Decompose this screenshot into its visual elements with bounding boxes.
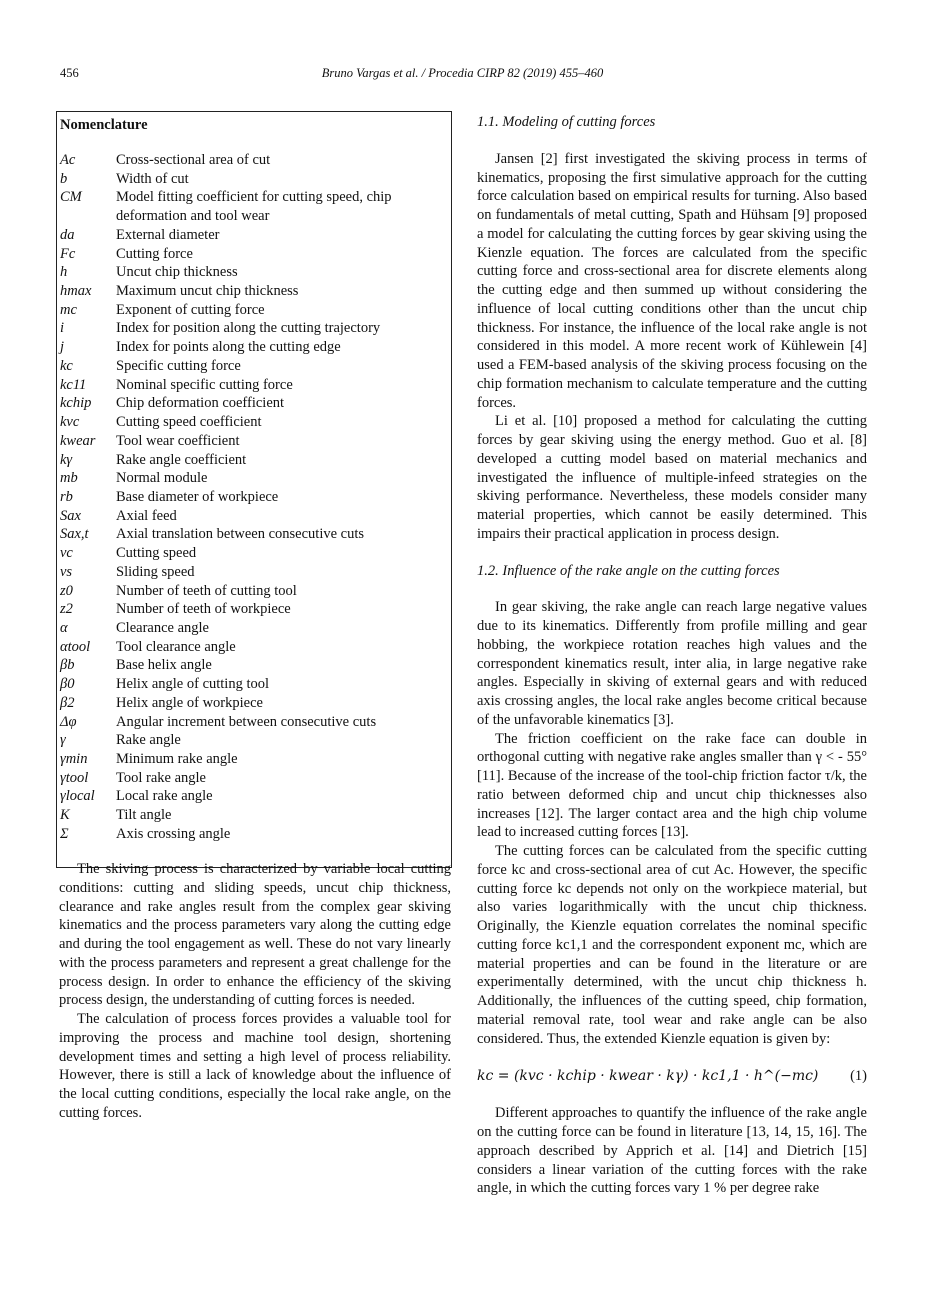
nomenclature-definition: Helix angle of cutting tool	[116, 676, 270, 693]
paragraph: The cutting forces can be calculated from the specific cutting force kc and cross-sectional area of cut Ac. However, the specific cutting force kc depends not only on the workpiece material, but also varies logarithmically with the uncut chip thickness. Originally, the Kienzle equation correlates the nominal specific cutting force kc1,1 and the correspondent exponent mc, which are material properties and can be found in the literature or are experimentally determined, with the uncut chip thickness h. Additionally, the influences of the cutting speed, chip formation, material removal rate, tool wear and rake angle can be also considered. Thus, the extended Kienzle equation is given by:	[477, 843, 867, 1047]
nomenclature-definition: Helix angle of workpiece	[116, 694, 263, 711]
nomenclature-row	[60, 469, 446, 488]
nomenclature-row	[60, 451, 446, 470]
nomenclature-symbol: Sax,t	[60, 526, 89, 543]
nomenclature-definition: Index for points along the cutting edge	[116, 339, 341, 356]
section-heading-1-2: 1.2. Influence of the rake angle on the cutting forces	[477, 562, 780, 579]
nomenclature-definition: Cutting speed coefficient	[116, 414, 262, 431]
nomenclature-definition: Nominal specific cutting force	[116, 376, 293, 393]
nomenclature-definition: Model fitting coefficient for cutting speed, chip deformation and tool wear	[116, 189, 392, 225]
nomenclature-symbol: Ac	[60, 152, 76, 168]
nomenclature-definition: Width of cut	[116, 170, 189, 187]
nomenclature-row	[60, 713, 446, 732]
nomenclature-symbol: Δφ	[60, 713, 77, 730]
nomenclature-row	[60, 488, 446, 507]
paragraph: Li et al. [10] proposed a method for calculating the cutting forces by gear skiving using the energy method. Guo et al. [8] developed a cutting model based on material mechanics and investigated the influence of multiple-infeed strategies on the skiving performance. Nevertheless, these models consider many material properties, which cannot be easily determined. This impairs their practical application in process design.	[477, 413, 867, 542]
nomenclature-symbol: mc	[60, 301, 77, 318]
nomenclature-row	[60, 731, 446, 750]
nomenclature-symbol: CM	[60, 189, 82, 206]
nomenclature-symbol: γlocal	[60, 788, 95, 805]
nomenclature-symbol: kvc	[60, 414, 80, 431]
nomenclature-symbol: b	[60, 170, 68, 187]
nomenclature-title: Nomenclature	[60, 117, 148, 133]
nomenclature-row	[60, 432, 446, 451]
nomenclature-definition: Normal module	[116, 470, 208, 487]
nomenclature-row	[60, 582, 446, 601]
nomenclature-definition: Base helix angle	[116, 657, 212, 674]
page-header	[0, 66, 925, 86]
nomenclature-definition: Tool clearance angle	[116, 638, 236, 655]
nomenclature-definition: Cutting force	[116, 245, 193, 262]
nomenclature-row	[60, 282, 446, 301]
equation-number: (1)	[850, 1067, 867, 1084]
nomenclature-symbol: Σ	[60, 825, 69, 842]
nomenclature-list	[60, 151, 446, 844]
nomenclature-row	[60, 376, 446, 395]
nomenclature-symbol: i	[60, 320, 65, 337]
nomenclature-row	[60, 507, 446, 526]
nomenclature-row	[60, 263, 446, 282]
nomenclature-symbol: Sax	[60, 507, 81, 524]
nomenclature-row	[60, 151, 446, 170]
nomenclature-definition: Cross-sectional area of cut	[116, 152, 271, 168]
nomenclature-symbol: β0	[60, 676, 75, 693]
nomenclature-symbol: kc	[60, 357, 73, 374]
nomenclature-definition: Axial feed	[116, 507, 177, 524]
nomenclature-symbol: γ	[60, 732, 66, 749]
nomenclature-row	[60, 319, 446, 338]
nomenclature-symbol: da	[60, 226, 75, 243]
nomenclature-definition: Axis crossing angle	[116, 825, 231, 842]
nomenclature-symbol: K	[60, 807, 70, 824]
nomenclature-definition: Local rake angle	[116, 788, 213, 805]
paragraph: The friction coefficient on the rake face can double in orthogonal cutting with negative rake angles smaller than γ < - 55° [11]. Because of the increase of the tool-chip friction factor τ/k, the ratio between deformed chip and uncut chip thicknesses also increases [12]. The larger contact area and the high chip volume lead to increased cutting forces [13].	[477, 730, 867, 841]
paragraph: Different approaches to quantify the influence of the rake angle on the cutting force can be found in literature [13, 14, 15, 16]. The approach described by Apprich et al. [14] and Dietrich [15] considers a linear variation of the cutting forces with the rake angle, in which the cutting forces vary 1 % per degree rake	[477, 1105, 867, 1197]
nomenclature-definition: Index for position along the cutting trajectory	[116, 320, 381, 337]
nomenclature-row	[60, 787, 446, 806]
nomenclature-row	[60, 675, 446, 694]
paragraph: The calculation of process forces provides a valuable tool for improving the process and machine tool design, shortening development times and setting a high level of process reliability. However, there is still a lack of knowledge about the influence of the local cutting conditions, especially the local rake angle, on the cutting forces.	[59, 1011, 451, 1121]
nomenclature-row	[60, 525, 446, 544]
nomenclature-definition: Chip deformation coefficient	[116, 395, 285, 412]
nomenclature-definition: Uncut chip thickness	[116, 264, 238, 281]
nomenclature-definition: Tool rake angle	[116, 769, 206, 786]
nomenclature-row	[60, 226, 446, 245]
nomenclature-symbol: αtool	[60, 638, 91, 655]
nomenclature-symbol: rb	[60, 488, 73, 505]
equation-body: kc = (kvc · kchip · kwear · kγ) · kc1,1 · h^(−mc)	[477, 1067, 819, 1084]
nomenclature-symbol: mb	[60, 470, 78, 487]
right-column	[477, 113, 867, 1198]
nomenclature-definition: Number of teeth of cutting tool	[116, 582, 297, 599]
nomenclature-symbol: kwear	[60, 432, 96, 449]
nomenclature-row	[60, 188, 446, 225]
nomenclature-symbol: h	[60, 264, 68, 281]
paragraph: The skiving process is characterized by variable local cutting conditions: cutting and sliding speeds, uncut chip thickness, clearance and rake angles result from the complex gear skiving kinematics and the process parameters vary along the cutting edge and during the tool engagement as well. These do not vary linearly with the process parameters and represent a great challenge for the process design. In order to enhance the efficiency of the skiving process design, the understanding of cutting forces is needed.	[59, 861, 451, 1009]
nomenclature-row	[60, 170, 446, 189]
nomenclature-symbol: kγ	[60, 451, 73, 468]
nomenclature-symbol: z2	[60, 601, 73, 618]
nomenclature-definition: Maximum uncut chip thickness	[116, 283, 299, 300]
nomenclature-definition: Angular increment between consecutive cuts	[116, 713, 377, 730]
nomenclature-row	[60, 619, 446, 638]
nomenclature-row	[60, 338, 446, 357]
nomenclature-symbol: kchip	[60, 395, 92, 412]
nomenclature-row	[60, 638, 446, 657]
left-column-body	[59, 860, 451, 1123]
nomenclature-row	[60, 825, 446, 844]
nomenclature-definition: Sliding speed	[116, 563, 195, 580]
nomenclature-symbol: α	[60, 619, 68, 636]
nomenclature-row	[60, 600, 446, 619]
nomenclature-row	[60, 694, 446, 713]
nomenclature-row	[60, 394, 446, 413]
nomenclature-definition: Exponent of cutting force	[116, 301, 265, 318]
nomenclature-definition: Axial translation between consecutive cuts	[116, 526, 365, 543]
nomenclature-symbol: vc	[60, 545, 73, 562]
nomenclature-row	[60, 544, 446, 563]
nomenclature-definition: Number of teeth of workpiece	[116, 601, 291, 618]
nomenclature-row	[60, 245, 446, 264]
nomenclature-row	[60, 357, 446, 376]
nomenclature-row	[60, 656, 446, 675]
nomenclature-symbol: kc11	[60, 376, 87, 393]
nomenclature-symbol: β2	[60, 694, 75, 711]
nomenclature-row	[60, 563, 446, 582]
nomenclature-row	[60, 301, 446, 320]
nomenclature-definition: Tool wear coefficient	[116, 432, 240, 449]
nomenclature-symbol: γtool	[60, 769, 89, 786]
nomenclature-definition: Rake angle coefficient	[116, 451, 247, 468]
nomenclature-definition: Clearance angle	[116, 619, 209, 636]
nomenclature-symbol: z0	[60, 582, 73, 599]
nomenclature-definition: External diameter	[116, 226, 220, 243]
nomenclature-definition: Cutting speed	[116, 545, 197, 562]
nomenclature-symbol: Fc	[60, 245, 76, 262]
nomenclature-definition: Tilt angle	[116, 807, 172, 824]
nomenclature-definition: Rake angle	[116, 732, 181, 749]
nomenclature-row	[60, 413, 446, 432]
nomenclature-row	[60, 750, 446, 769]
nomenclature-symbol: βb	[60, 657, 75, 674]
page-number: 456	[60, 66, 79, 80]
nomenclature-symbol: γmin	[60, 751, 88, 767]
nomenclature-box	[56, 111, 452, 868]
nomenclature-row	[60, 806, 446, 825]
section-heading-1-1: 1.1. Modeling of cutting forces	[477, 114, 656, 130]
paragraph: Jansen [2] first investigated the skiving process in terms of kinematics, proposing the first simulative approach for the cutting force calculation based on empirical results for turning. Also based on fundamentals of metal cutting, Spath and Hühsam [9] proposed a model for calculating the cutting forces by gear skiving using the Kienzle equation. The forces are calculated from the specific cutting force and cross-sectional area for discrete elements along the cutting edge and then summed up without considering the influence of local cutting conditions other than the uncut chip thickness. For instance, the influence of the local rake angle is not considered in this model. A more recent work of Kühlewein [4] used a FEM-based analysis of the skiving process focusing on the chip formation mechanism to calculate temperature and the cutting forces.	[477, 150, 867, 411]
nomenclature-row	[60, 769, 446, 788]
nomenclature-definition: Minimum rake angle	[116, 751, 238, 767]
paragraph: In gear skiving, the rake angle can reach large negative values due to its kinematics. Differently from profile milling and gear hobbing, the workpiece rotation reaches high values and the correspondent kinematics result, inter alia, in large negative rake angles. Especially in skiving of external gears and with reduced axis crossing angles, the local rake angles become critical because of the unfavorable kinematics [3].	[477, 599, 867, 728]
running-head: Bruno Vargas et al. / Procedia CIRP 82 (2019) 455–460	[321, 66, 604, 80]
nomenclature-symbol: vs	[60, 563, 73, 580]
nomenclature-symbol: hmax	[60, 283, 92, 300]
nomenclature-symbol: j	[60, 339, 65, 356]
nomenclature-definition: Base diameter of workpiece	[116, 488, 279, 505]
equation-1	[477, 1065, 867, 1087]
nomenclature-definition: Specific cutting force	[116, 357, 241, 374]
